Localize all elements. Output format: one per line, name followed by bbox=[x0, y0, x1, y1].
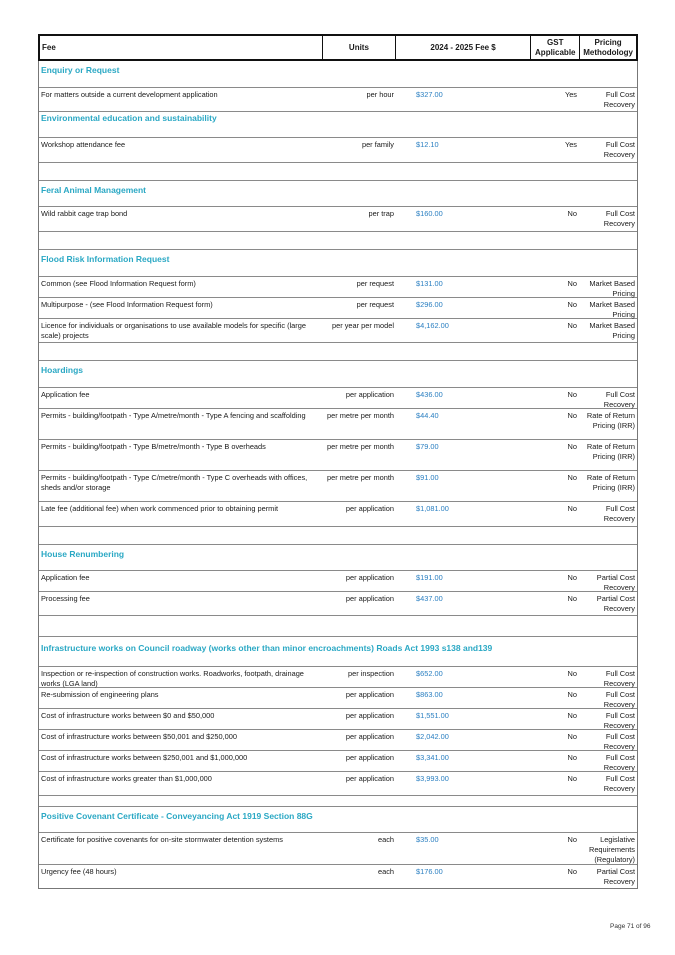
gst-cell: No bbox=[567, 473, 577, 482]
units-cell: each bbox=[377, 835, 394, 844]
price-cell: $3,993.00 bbox=[416, 774, 449, 783]
gst-cell: No bbox=[567, 321, 577, 330]
pricing-cell: Full Cost Recovery bbox=[603, 732, 635, 751]
section-title: Environmental education and sustainability bbox=[41, 113, 217, 123]
gst-cell: No bbox=[567, 690, 577, 699]
gst-cell: No bbox=[567, 504, 577, 513]
units-cell: per application bbox=[345, 390, 394, 399]
gst-cell: Yes bbox=[564, 90, 577, 99]
units-cell: per application bbox=[345, 732, 394, 741]
gst-cell: No bbox=[567, 594, 577, 603]
fee-cell: Permits - building/footpath - Type A/metre/month - Type A fencing and scaffolding bbox=[41, 411, 306, 420]
table-row bbox=[39, 709, 637, 730]
section-title: Hoardings bbox=[41, 365, 84, 375]
units-cell: per trap bbox=[368, 209, 394, 218]
price-cell: $12.10 bbox=[416, 140, 439, 149]
fees-table bbox=[38, 34, 638, 889]
gst-cell: No bbox=[567, 390, 577, 399]
header-price: 2024 - 2025 Fee $ bbox=[396, 36, 532, 59]
table-row bbox=[39, 592, 637, 616]
price-cell: $437.00 bbox=[416, 594, 443, 603]
fee-cell: Re-submission of engineering plans bbox=[41, 690, 159, 699]
price-cell: $296.00 bbox=[416, 300, 443, 309]
section-title: Infrastructure works on Council roadway (works other than minor encroachments) Roads Act 1993 s138 and139 bbox=[41, 643, 493, 653]
section-header bbox=[39, 807, 637, 833]
price-cell: $863.00 bbox=[416, 690, 443, 699]
price-cell: $91.00 bbox=[416, 473, 439, 482]
units-cell: per inspection bbox=[347, 669, 394, 678]
price-cell: $4,162.00 bbox=[416, 321, 449, 330]
spacer-row bbox=[39, 616, 637, 637]
section-title: Flood Risk Information Request bbox=[41, 254, 170, 264]
page-number: Page 71 of 96 bbox=[610, 923, 651, 930]
table-row bbox=[39, 138, 637, 163]
section-header bbox=[39, 637, 637, 667]
price-cell: $327.00 bbox=[416, 90, 443, 99]
pricing-cell: Full Cost Recovery bbox=[603, 140, 635, 159]
units-cell: per application bbox=[345, 690, 394, 699]
pricing-cell: Full Cost Recovery bbox=[603, 753, 635, 772]
gst-cell: Yes bbox=[564, 140, 577, 149]
section-title: Enquiry or Request bbox=[41, 65, 120, 75]
fee-cell: Workshop attendance fee bbox=[41, 140, 126, 149]
spacer-row bbox=[39, 796, 637, 807]
units-cell: per application bbox=[345, 573, 394, 582]
table-row bbox=[39, 409, 637, 440]
fee-cell: Common (see Flood Information Request form) bbox=[41, 279, 196, 288]
table-row bbox=[39, 207, 637, 232]
fee-cell: Cost of infrastructure works greater than $1,000,000 bbox=[41, 774, 212, 783]
section-header bbox=[39, 61, 637, 88]
pricing-cell: Full Cost Recovery bbox=[603, 390, 635, 409]
pricing-cell: Full Cost Recovery bbox=[603, 90, 635, 109]
header-pricing-methodology: Pricing Methodology bbox=[583, 37, 633, 57]
fee-cell: Late fee (additional fee) when work commenced prior to obtaining permit bbox=[41, 504, 279, 513]
units-cell: per family bbox=[361, 140, 394, 149]
price-cell: $191.00 bbox=[416, 573, 443, 582]
section-title: Positive Covenant Certificate - Conveyancing Act 1919 Section 88G bbox=[41, 811, 313, 821]
fee-cell: Certificate for positive covenants for on-site stormwater detention systems bbox=[41, 835, 283, 844]
fee-cell: Wild rabbit cage trap bond bbox=[41, 209, 128, 218]
pricing-cell: Legislative Requirements (Regulatory) bbox=[588, 835, 635, 864]
table-header bbox=[38, 34, 638, 61]
fee-cell: Permits - building/footpath - Type B/metre/month - Type B overheads bbox=[41, 442, 266, 451]
pricing-cell: Partial Cost Recovery bbox=[596, 594, 635, 613]
price-cell: $2,042.00 bbox=[416, 732, 449, 741]
fee-cell: Cost of infrastructure works between $0 and $50,000 bbox=[41, 711, 215, 720]
price-cell: $131.00 bbox=[416, 279, 443, 288]
spacer-row bbox=[39, 343, 637, 361]
header-units: Units bbox=[323, 36, 396, 59]
units-cell: per hour bbox=[366, 90, 394, 99]
table-row bbox=[39, 319, 637, 343]
pricing-cell: Full Cost Recovery bbox=[603, 690, 635, 709]
table-row bbox=[39, 667, 637, 688]
pricing-cell: Market Based Pricing bbox=[589, 279, 635, 298]
pricing-cell: Full Cost Recovery bbox=[603, 504, 635, 523]
gst-cell: No bbox=[567, 753, 577, 762]
price-cell: $1,551.00 bbox=[416, 711, 449, 720]
pricing-cell: Rate of Return Pricing (IRR) bbox=[586, 411, 635, 430]
table-row bbox=[39, 688, 637, 709]
gst-cell: No bbox=[567, 711, 577, 720]
spacer-row bbox=[39, 163, 637, 181]
price-cell: $44.40 bbox=[416, 411, 439, 420]
section-header bbox=[39, 250, 637, 277]
units-cell: per application bbox=[345, 594, 394, 603]
section-header bbox=[39, 181, 637, 207]
gst-cell: No bbox=[567, 300, 577, 309]
gst-cell: No bbox=[567, 669, 577, 678]
pricing-cell: Full Cost Recovery bbox=[603, 774, 635, 793]
pricing-cell: Full Cost Recovery bbox=[603, 209, 635, 228]
pricing-cell: Partial Cost Recovery bbox=[596, 867, 635, 886]
gst-cell: No bbox=[567, 835, 577, 844]
gst-cell: No bbox=[567, 867, 577, 876]
pricing-cell: Market Based Pricing bbox=[589, 300, 635, 319]
price-cell: $436.00 bbox=[416, 390, 443, 399]
section-title: House Renumbering bbox=[41, 549, 125, 559]
gst-cell: No bbox=[567, 411, 577, 420]
gst-cell: No bbox=[567, 442, 577, 451]
table-row bbox=[39, 833, 637, 865]
units-cell: per year per model bbox=[331, 321, 394, 330]
units-cell: per application bbox=[345, 753, 394, 762]
fee-cell: Permits - building/footpath - Type C/metre/month - Type C overheads with offices, sheds and/or storage bbox=[41, 473, 308, 492]
table-row bbox=[39, 388, 637, 409]
pricing-cell: Full Cost Recovery bbox=[603, 669, 635, 688]
pricing-cell: Partial Cost Recovery bbox=[596, 573, 635, 592]
table-row bbox=[39, 277, 637, 298]
table-row bbox=[39, 502, 637, 527]
table-row bbox=[39, 571, 637, 592]
fee-cell: Multipurpose - (see Flood Information Request form) bbox=[41, 300, 213, 309]
gst-cell: No bbox=[567, 573, 577, 582]
fee-cell: Urgency fee (48 hours) bbox=[41, 867, 117, 876]
pricing-cell: Rate of Return Pricing (IRR) bbox=[586, 473, 635, 492]
units-cell: per request bbox=[356, 279, 394, 288]
units-cell: each bbox=[377, 867, 394, 876]
table-row bbox=[39, 751, 637, 772]
price-cell: $35.00 bbox=[416, 835, 439, 844]
price-cell: $1,081.00 bbox=[416, 504, 449, 513]
table-row bbox=[39, 730, 637, 751]
fee-cell: Inspection or re-inspection of construction works. Roadworks, footpath, drainage works (LGA land) bbox=[41, 669, 304, 688]
price-cell: $79.00 bbox=[416, 442, 439, 451]
table-row bbox=[39, 865, 637, 888]
table-row bbox=[39, 88, 637, 112]
fee-cell: For matters outside a current development application bbox=[41, 90, 218, 99]
fee-cell: Cost of infrastructure works between $50,001 and $250,000 bbox=[41, 732, 237, 741]
units-cell: per application bbox=[345, 774, 394, 783]
fee-cell: Application fee bbox=[41, 573, 90, 582]
section-header bbox=[39, 112, 637, 138]
units-cell: per application bbox=[345, 711, 394, 720]
price-cell: $160.00 bbox=[416, 209, 443, 218]
units-cell: per request bbox=[356, 300, 394, 309]
price-cell: $652.00 bbox=[416, 669, 443, 678]
gst-cell: No bbox=[567, 209, 577, 218]
fee-cell: Cost of infrastructure works between $250,001 and $1,000,000 bbox=[41, 753, 248, 762]
section-header bbox=[39, 545, 637, 571]
units-cell: per metre per month bbox=[327, 411, 394, 420]
fee-cell: Licence for individuals or organisations to use available models for specific (large scale) projects bbox=[41, 321, 306, 340]
price-cell: $176.00 bbox=[416, 867, 443, 876]
spacer-row bbox=[39, 527, 637, 545]
gst-cell: No bbox=[567, 732, 577, 741]
table-row bbox=[39, 440, 637, 471]
pricing-cell: Full Cost Recovery bbox=[603, 711, 635, 730]
section-title: Feral Animal Management bbox=[41, 185, 147, 195]
section-header bbox=[39, 361, 637, 388]
gst-cell: No bbox=[567, 279, 577, 288]
header-fee: Fee bbox=[40, 36, 323, 59]
spacer-row bbox=[39, 232, 637, 250]
table-row bbox=[39, 772, 637, 796]
units-cell: per application bbox=[345, 504, 394, 513]
pricing-cell: Rate of Return Pricing (IRR) bbox=[586, 442, 635, 461]
fee-cell: Processing fee bbox=[41, 594, 90, 603]
table-row bbox=[39, 471, 637, 502]
pricing-cell: Market Based Pricing bbox=[589, 321, 635, 340]
header-gst: GST Applicable bbox=[531, 36, 580, 59]
fee-cell: Application fee bbox=[41, 390, 90, 399]
units-cell: per metre per month bbox=[327, 442, 394, 451]
table-row bbox=[39, 298, 637, 319]
price-cell: $3,341.00 bbox=[416, 753, 449, 762]
gst-cell: No bbox=[567, 774, 577, 783]
units-cell: per metre per month bbox=[327, 473, 394, 482]
